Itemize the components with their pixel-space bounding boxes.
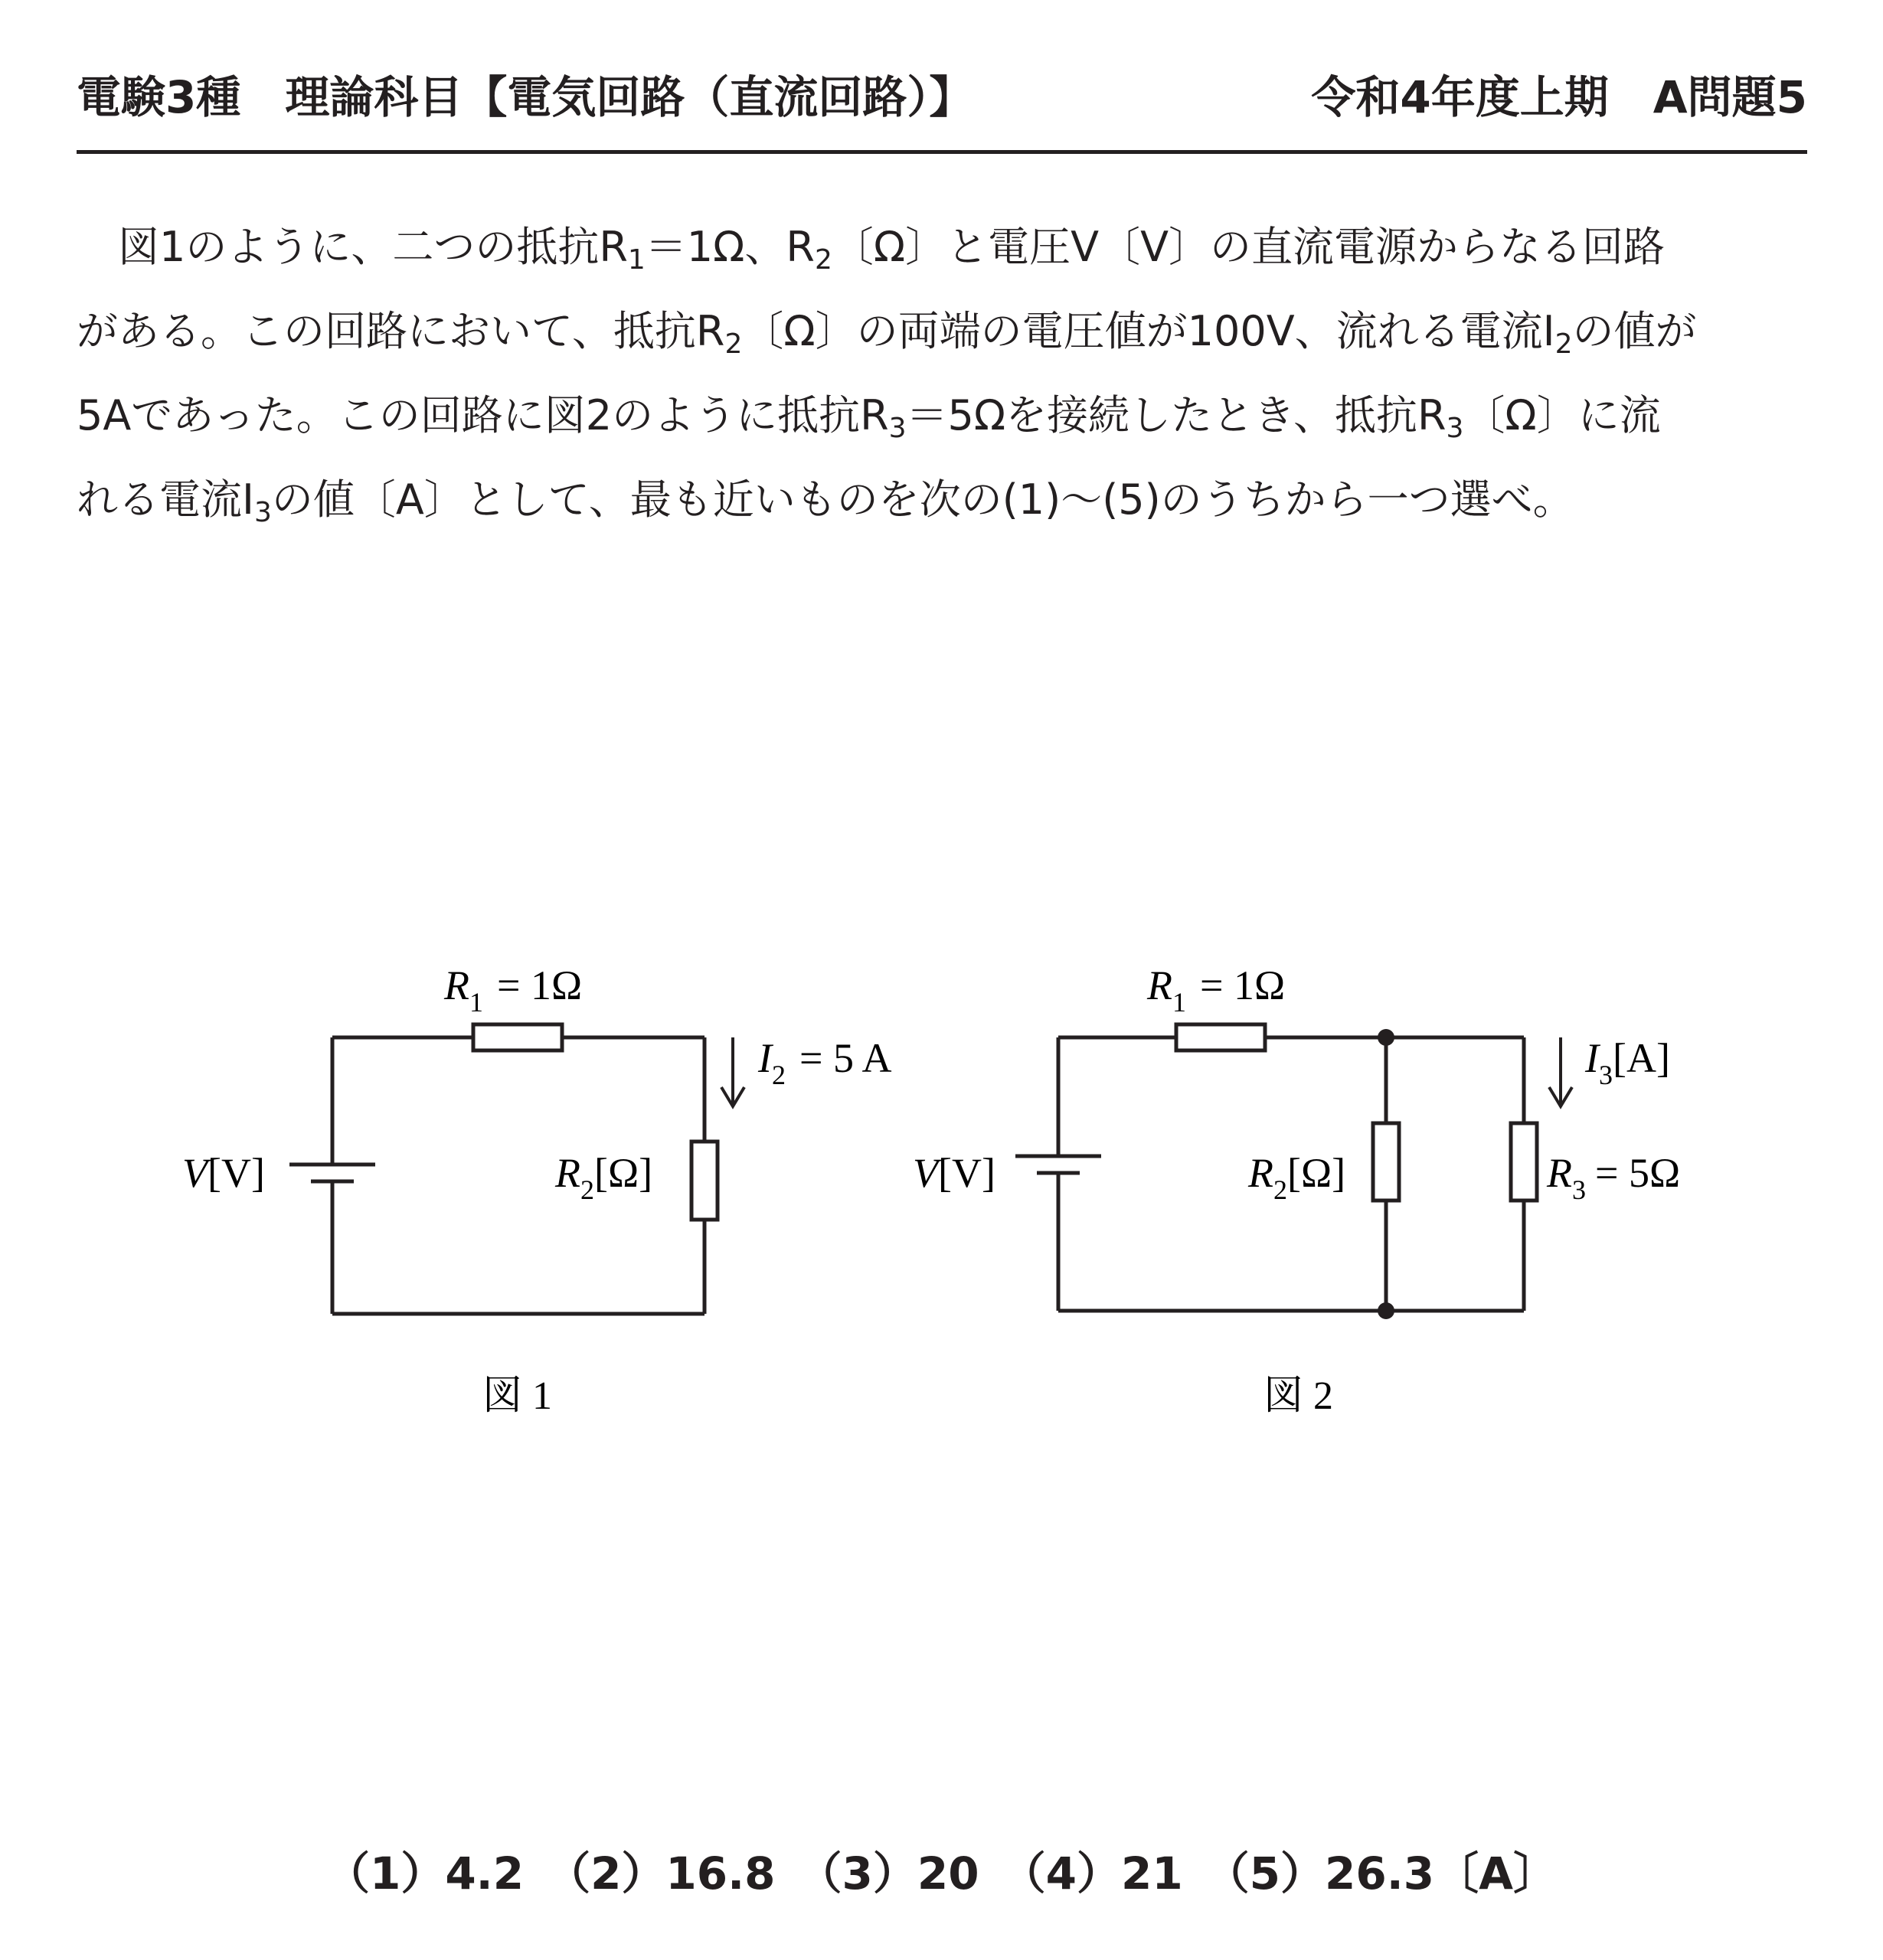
resistor-r2 — [691, 1142, 718, 1220]
r3-label: $R_3 = 5\Omega$ — [1547, 1150, 1681, 1205]
problem-line-3: 5Aであった。この回路に図2のように抵抗$R_3=5\Omega$を接続したとき、抵抗$R_3$〔Ω〕に流 — [77, 391, 1661, 444]
figure-2-circuit — [904, 934, 1823, 1455]
r2-label: $R_2[\Omega]$ — [555, 1150, 653, 1205]
v-label: V[V] — [913, 1150, 995, 1196]
problem-text — [77, 205, 1809, 542]
r1-label: $R_1 = 1\Omega$ — [444, 962, 583, 1018]
i3-label: $I_3[A]$ — [1585, 1035, 1670, 1090]
exam-id: 令和4年度上期 A問題5 — [1311, 71, 1807, 123]
r2-label: $R_2[\Omega]$ — [1248, 1150, 1346, 1205]
figure-2-caption: 図 2 — [1264, 1374, 1334, 1418]
resistor-r1 — [473, 1024, 562, 1050]
header-divider — [77, 150, 1807, 154]
junction-bottom — [1378, 1302, 1394, 1319]
current-arrow — [1549, 1037, 1572, 1106]
problem-line-1: 図1のように、二つの抵抗$R_1=1\Omega$、$R_2$〔Ω〕と電圧V〔V〕の直流電源からなる回路 — [77, 223, 1666, 276]
junction-top — [1378, 1029, 1394, 1046]
i2-label: $I_2 = 5$ A — [758, 1035, 892, 1090]
resistor-r2 — [1373, 1123, 1399, 1200]
resistor-r1 — [1176, 1024, 1265, 1050]
header — [77, 54, 1807, 123]
battery-symbol — [1015, 1156, 1101, 1173]
v-label: V[V] — [182, 1150, 265, 1196]
current-arrow — [721, 1037, 744, 1106]
resistor-r3 — [1511, 1123, 1537, 1200]
figure-1-caption: 図 1 — [482, 1374, 553, 1418]
battery-symbol — [289, 1165, 375, 1181]
problem-line-2: がある。この回路において、抵抗$R_2$〔Ω〕の両端の電圧値が100V、流れる電流$I_2$の値が — [77, 307, 1697, 360]
answer-choices: （1）4.2 （2）16.8 （3）20 （4）21 （5）26.3〔A〕 — [325, 1847, 1558, 1900]
problem-line-4: れる電流$I_3$の値〔A〕として、最も近いものを次の(1)～(5)のうちから一つ選べ。 — [77, 475, 1574, 528]
subject-title: 電験3種 理論科目【電気回路（直流回路）】 — [77, 71, 974, 123]
r1-label: $R_1 = 1\Omega$ — [1147, 962, 1286, 1018]
